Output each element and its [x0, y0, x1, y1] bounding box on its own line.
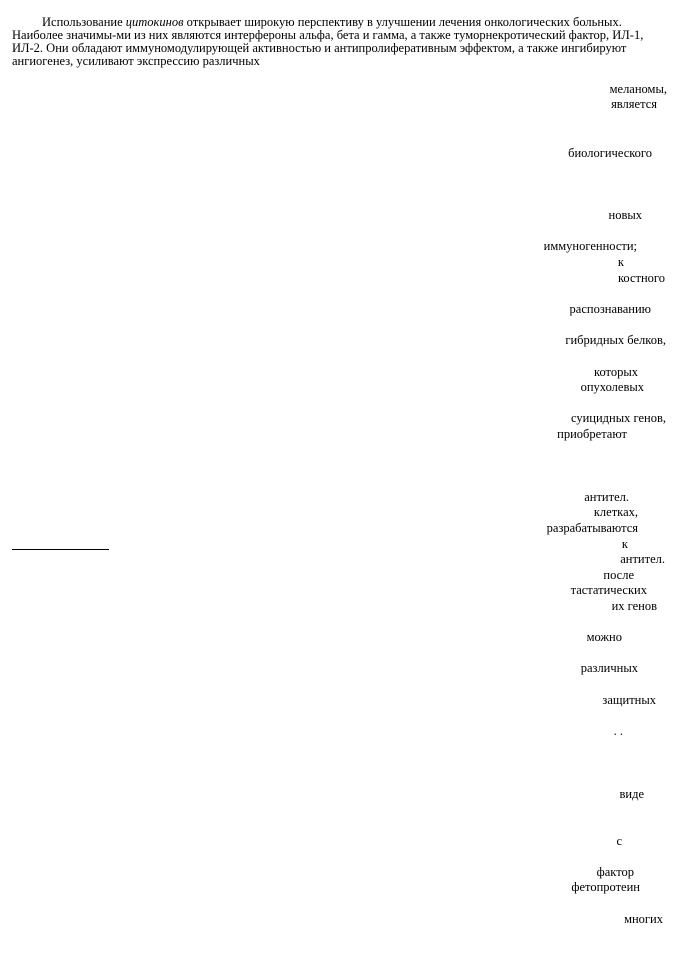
text-fragment: фактор — [596, 865, 634, 879]
text-fragment: с — [616, 834, 622, 848]
footnote-separator-line — [12, 549, 109, 550]
text-fragment: которых — [594, 365, 638, 379]
text-fragment: разрабатываются — [546, 521, 638, 535]
text-fragment: виде — [619, 787, 644, 801]
text-fragment: антител. — [620, 552, 665, 566]
paragraph-rest: открывает широкую перспективу в улучшении лечения онкологических больных. Наиболее значимы-ми из них являются интерфероны альфа, бета и гамма, а также туморнекротический фактор, ИЛ-1, ИЛ-2. Они обладают иммуномодулирующей активностью и антипролиферативным эффектом, а также ингибируют ангиогенез, усиливают экспрессию различных — [12, 15, 644, 68]
text-fragment: приобретают — [557, 427, 627, 441]
text-fragment: к — [621, 537, 628, 551]
text-fragment: многих — [624, 912, 663, 926]
text-fragment: их генов — [611, 599, 657, 613]
text-fragment: после — [603, 568, 634, 582]
text-fragment: костного — [617, 271, 665, 285]
text-fragment: гибридных белков, — [565, 333, 666, 347]
text-fragment: меланомы, — [609, 82, 667, 96]
text-fragment: фетопротеин — [571, 880, 640, 894]
text-fragment: иммуногенности; — [543, 239, 637, 253]
text-fragment: защитных — [602, 693, 656, 707]
text-fragment: распознаванию — [569, 302, 651, 316]
text-fragment: клетках, — [593, 505, 638, 519]
paragraph-term: цитокинов — [125, 15, 184, 29]
text-fragment: опухолевых — [580, 380, 644, 394]
paragraph-lead: Использование — [42, 15, 126, 29]
text-fragment: суицидных генов, — [570, 411, 666, 425]
text-fragment: новых — [608, 208, 642, 222]
text-fragment: можно — [586, 630, 622, 644]
text-fragment: различных — [580, 661, 638, 675]
text-fragment: . . — [613, 724, 623, 738]
text-fragment: антител. — [584, 490, 629, 504]
body-paragraph — [12, 16, 672, 68]
text-fragment: является — [611, 97, 657, 111]
text-fragment: биологического — [568, 146, 652, 160]
text-fragment: тастатических — [570, 583, 647, 597]
text-fragment: к — [617, 255, 624, 269]
